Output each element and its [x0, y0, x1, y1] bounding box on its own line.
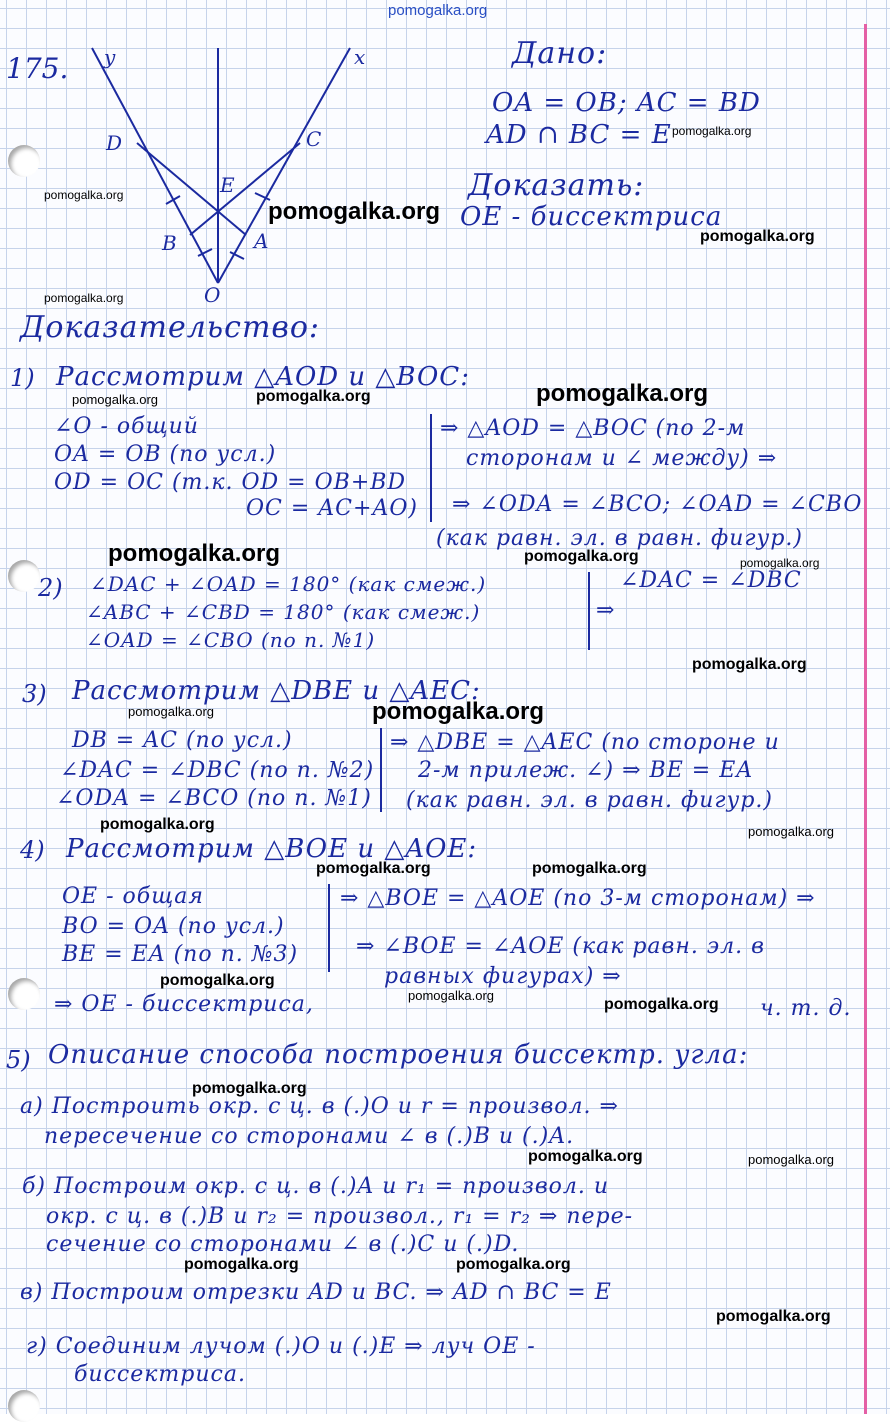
- step-line: DB = AC (по усл.): [72, 728, 293, 753]
- step-title: Рассмотрим △AOD и △BOC:: [56, 362, 470, 392]
- step-number: 4): [20, 836, 45, 864]
- watermark: pomogalka.org: [748, 824, 834, 839]
- watermark: pomogalka.org: [160, 972, 275, 989]
- ray-OX: [218, 48, 350, 283]
- watermark: pomogalka.org: [268, 198, 441, 225]
- step-line: окр. с ц. в (.)B и r₂ = произвол., r₁ = r₂ ⇒ пере-: [46, 1204, 634, 1229]
- step-line: в) Построим отрезки AD и BC. ⇒ AD ∩ BC = E: [20, 1280, 612, 1305]
- step-line: ⇒ ∠BOE = ∠AOE (как равн. эл. в: [356, 934, 765, 959]
- watermark: pomogalka.org: [672, 124, 752, 138]
- step-line: ∠ABC + ∠CBD = 180° (как смеж.): [86, 600, 481, 624]
- label-D: D: [106, 131, 123, 155]
- angle-figure: [0, 0, 420, 310]
- step-line: BE = EA (по п. №3): [62, 942, 299, 967]
- step-title: Рассмотрим △BOE и △AOE:: [66, 834, 478, 864]
- brace: [328, 884, 330, 972]
- proof-heading: Доказательство:: [20, 310, 321, 345]
- watermark: pomogalka.org: [256, 388, 371, 405]
- step-line: пересечение со сторонами ∠ в (.)B и (.)A.: [44, 1124, 575, 1149]
- watermark: pomogalka.org: [748, 1152, 834, 1167]
- step-line: ∠DAC = ∠DBC (по п. №2): [60, 758, 375, 783]
- step-line: ∠OAD = ∠CBO (по п. №1): [86, 628, 376, 652]
- brace: [588, 572, 590, 650]
- given-heading: Дано:: [512, 36, 608, 71]
- step-line: OA = OB (по усл.): [54, 442, 277, 467]
- punch-hole: [8, 560, 40, 592]
- margin-line: [864, 24, 867, 1414]
- step-number: 2): [38, 574, 63, 602]
- step-line: г) Соединим лучом (.)O и (.)E ⇒ луч OE -: [26, 1334, 536, 1359]
- step-line: ⇒: [596, 598, 616, 623]
- label-O: O: [204, 283, 221, 307]
- watermark: pomogalka.org: [716, 1308, 831, 1325]
- punch-hole: [8, 1390, 40, 1422]
- prove-line: OE - биссектриса: [460, 202, 723, 232]
- step-line: сечение со сторонами ∠ в (.)C и (.)D.: [46, 1232, 520, 1257]
- watermark: pomogalka.org: [100, 816, 215, 833]
- given-line: OA = OB; AC = BD: [492, 88, 761, 118]
- step-title: Описание способа построения биссектр. угла:: [48, 1040, 749, 1070]
- watermark: pomogalka.org: [44, 188, 124, 202]
- step-title: Рассмотрим △DBE и △AEC:: [72, 676, 481, 706]
- watermark: pomogalka.org: [128, 704, 214, 719]
- watermark: pomogalka.org: [740, 556, 820, 570]
- watermark: pomogalka.org: [72, 392, 158, 407]
- ray-OY: [92, 48, 218, 283]
- watermark: pomogalka.org: [532, 860, 647, 877]
- step-line: 2-м прилеж. ∠) ⇒ BE = EA: [418, 758, 754, 783]
- watermark: pomogalka.org: [44, 291, 124, 305]
- step-line: биссектриса.: [74, 1362, 246, 1387]
- qed: ч. т. д.: [760, 996, 852, 1021]
- brace: [380, 728, 382, 812]
- watermark: pomogalka.org: [700, 228, 815, 245]
- step-number: 5): [6, 1046, 31, 1074]
- step-line: ⇒ △BOE = △AOE (по 3-м сторонам) ⇒: [340, 886, 816, 911]
- watermark: pomogalka.org: [456, 1256, 571, 1273]
- step-line: BO = OA (по усл.): [62, 914, 285, 939]
- punch-hole: [8, 978, 40, 1010]
- step-line: ∠DAC = ∠DBC: [620, 568, 802, 593]
- step-number: 3): [22, 680, 47, 708]
- watermark-top: pomogalka.org: [388, 2, 488, 19]
- step-line: ∠DAC + ∠OAD = 180° (как смеж.): [90, 572, 487, 596]
- watermark: pomogalka.org: [192, 1080, 307, 1097]
- step-line: ∠ODA = ∠BCO (по п. №1): [56, 786, 372, 811]
- watermark: pomogalka.org: [536, 380, 709, 407]
- watermark: pomogalka.org: [408, 988, 494, 1003]
- label-B: B: [162, 231, 177, 255]
- step-line: ⇒ △AOD = △BOC (по 2-м: [440, 416, 746, 441]
- step-line: (как равн. эл. в равн. фигур.): [436, 526, 803, 551]
- watermark: pomogalka.org: [528, 1148, 643, 1165]
- step-line: ⇒ △DBE = △AEC (по стороне и: [390, 730, 780, 755]
- step-line: б) Построим окр. с ц. в (.)A и r₁ = произвол. и: [22, 1174, 610, 1199]
- watermark: pomogalka.org: [184, 1256, 299, 1273]
- watermark: pomogalka.org: [108, 540, 281, 567]
- conclusion: ⇒ OE - биссектриса,: [54, 992, 314, 1017]
- step-line: а) Построить окр. с ц. в (.)O и r = произвол. ⇒: [20, 1094, 619, 1119]
- step-line: OC = AC+AO): [246, 496, 418, 521]
- label-E: E: [220, 173, 235, 197]
- label-A: A: [254, 229, 269, 253]
- step-line: ∠O - общий: [54, 414, 199, 439]
- given-line: AD ∩ BC = E: [486, 120, 672, 150]
- step-line: OE - общая: [62, 884, 204, 909]
- watermark: pomogalka.org: [316, 860, 431, 877]
- step-line: OD = OC (т.к. OD = OB+BD: [54, 470, 407, 495]
- watermark: pomogalka.org: [524, 548, 639, 565]
- brace: [430, 414, 432, 522]
- label-y: y: [104, 45, 116, 69]
- watermark: pomogalka.org: [372, 698, 545, 725]
- prove-heading: Доказать:: [468, 168, 645, 203]
- step-line: сторонам и ∠ между) ⇒: [466, 446, 778, 471]
- watermark: pomogalka.org: [692, 656, 807, 673]
- label-x: x: [354, 45, 366, 69]
- step-line: (как равн. эл. в равн. фигур.): [406, 788, 773, 813]
- step-line: ⇒ ∠ODA = ∠BCO; ∠OAD = ∠CBO: [452, 492, 863, 517]
- label-C: C: [306, 127, 322, 151]
- step-number: 1): [10, 364, 35, 392]
- problem-number: 175.: [6, 52, 69, 85]
- step-line: равных фигурах) ⇒: [384, 964, 622, 989]
- watermark: pomogalka.org: [604, 996, 719, 1013]
